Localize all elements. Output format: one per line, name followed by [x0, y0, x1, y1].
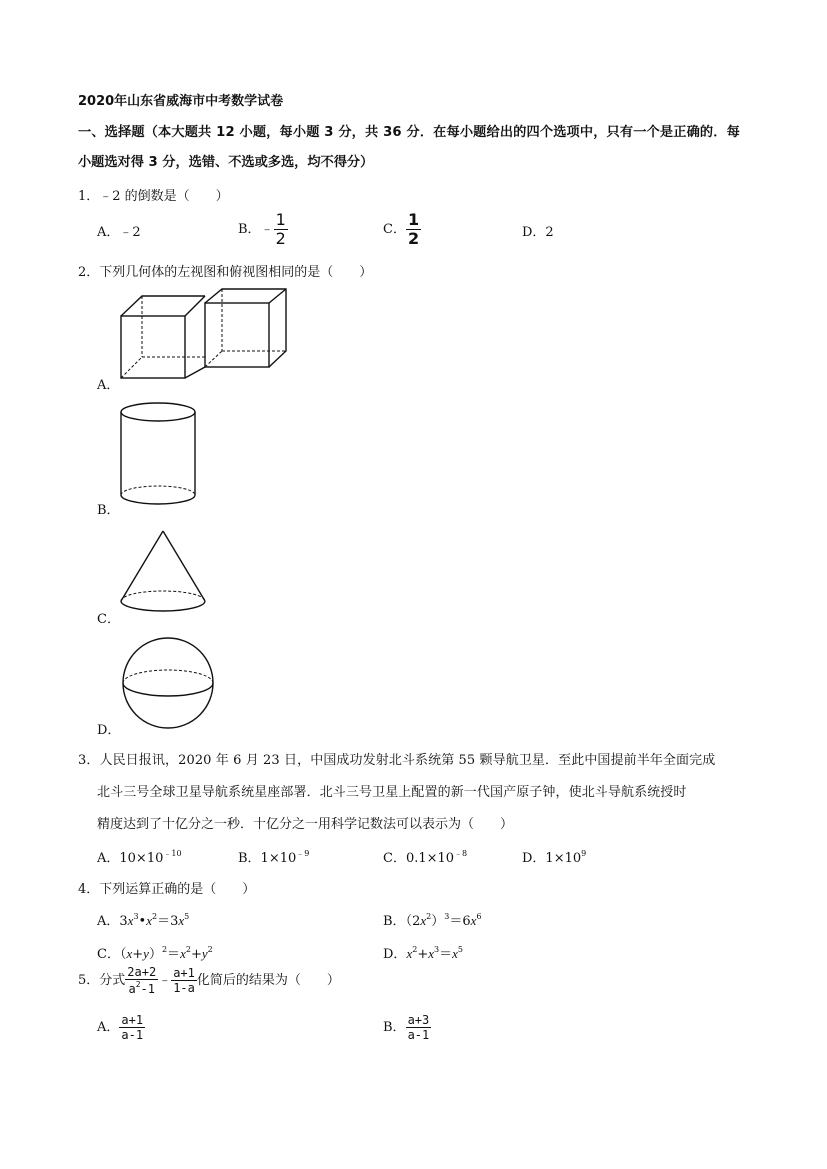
option-label: B．	[383, 1020, 406, 1035]
page-title: 2020年山东省威海市中考数学试卷	[78, 94, 284, 109]
option-base: A．10×10	[97, 851, 164, 866]
q1-option-b-label: B．	[238, 222, 261, 237]
option-exponent: 9	[581, 849, 587, 858]
den-base: a	[128, 982, 136, 996]
q4-option-d: D．$x^2+x^3=x^5$	[383, 945, 463, 962]
q3-stem-line1: 3．人民日报讯，2020 年 6 月 23 日，中国成功发射北斗系统第 55 颗导航卫星．至此中国提前半年全面完成	[78, 753, 716, 768]
q1-option-b-sign: ﹣	[260, 222, 274, 237]
q1-stem: 1．﹣2 的倒数是（ ）	[78, 189, 229, 204]
option-exponent: ﹣8	[454, 849, 468, 858]
fraction-numerator: a+1	[173, 966, 195, 980]
q3-option-c	[383, 847, 467, 866]
q4-option-c: C．$(x+y)^2=x^2+y^2$	[97, 945, 213, 962]
option-label: A．	[97, 1020, 120, 1035]
q3-stem-line2: 北斗三号全球卫星导航系统星座部署．北斗三号卫星上配置的新一代国产原子钟，使北斗导航系统授时	[97, 785, 687, 800]
q1-option-d: D．2	[522, 225, 554, 240]
q5-minus: ﹣	[158, 973, 172, 988]
q2-stem: 2．下列几何体的左视图和俯视图相同的是（ ）	[78, 265, 373, 280]
fraction-denominator: 2	[407, 229, 420, 248]
q5-option-a	[97, 1014, 145, 1041]
q3-stem-line3: 精度达到了十亿分之一秒．十亿分之一用科学记数法可以表示为（ ）	[97, 817, 514, 832]
option-label: C．	[97, 947, 120, 962]
q5-option-a-fraction	[119, 1014, 145, 1041]
q5-option-b-fraction	[406, 1014, 432, 1041]
fraction-denominator: a-1	[121, 1028, 144, 1042]
q4-option-b: B．$(2x^2)^3=6x^6$	[383, 912, 482, 929]
q2-option-a: A．	[97, 378, 120, 393]
section-heading-line2: 小题选对得 3 分，选错、不选或多选，均不得分）	[78, 155, 374, 170]
fraction-denominator: 1-a	[173, 981, 195, 995]
q5-option-b	[383, 1014, 431, 1041]
fraction-denominator: a-1	[407, 1028, 430, 1042]
fraction-denominator	[126, 980, 157, 995]
q5-fraction-2	[171, 967, 197, 994]
fraction-numerator: a+1	[121, 1013, 144, 1027]
option-base: C．0.1×10	[383, 851, 455, 866]
q5-stem-prefix: 5．分式	[78, 973, 126, 988]
section-heading-line1: 一、选择题（本大题共 12 小题，每小题 3 分，共 36 分．在每小题给出的四个选项中，只有一个是正确的．每	[78, 125, 740, 140]
option-exponent: ﹣9	[296, 849, 310, 858]
fraction-numerator: 2a+2	[127, 965, 157, 979]
q2-option-b: B．	[97, 503, 120, 518]
q1-option-a: A．﹣2	[97, 225, 141, 240]
q2-option-c: C．	[97, 612, 120, 627]
q3-option-a	[97, 847, 182, 866]
option-label: D．	[383, 947, 407, 962]
fraction-numerator: 1	[407, 210, 420, 229]
option-label: A．	[97, 914, 120, 929]
den-exponent: 2	[135, 980, 141, 989]
option-label: B．	[383, 914, 406, 929]
fraction-denominator: 2	[275, 229, 286, 248]
q4-option-a: A．$3x^3•x^2=3x^5$	[97, 912, 190, 929]
q1-option-c-label: C．	[383, 222, 406, 237]
option-base: B．1×10	[238, 851, 297, 866]
q3-option-d	[522, 847, 586, 866]
q4-stem: 4．下列运算正确的是（ ）	[78, 882, 256, 897]
fraction-numerator: a+3	[407, 1013, 430, 1027]
option-base: D．1×10	[522, 851, 582, 866]
option-exponent: ﹣10	[163, 849, 182, 858]
den-rest: -1	[140, 982, 155, 996]
q5-fraction-1	[125, 966, 158, 995]
q5-stem	[78, 966, 340, 995]
q5-stem-suffix: 化简后的结果为（ ）	[196, 973, 340, 988]
q2-option-d: D．	[97, 723, 121, 738]
fraction-numerator: 1	[275, 210, 286, 229]
q3-option-b	[238, 847, 309, 866]
